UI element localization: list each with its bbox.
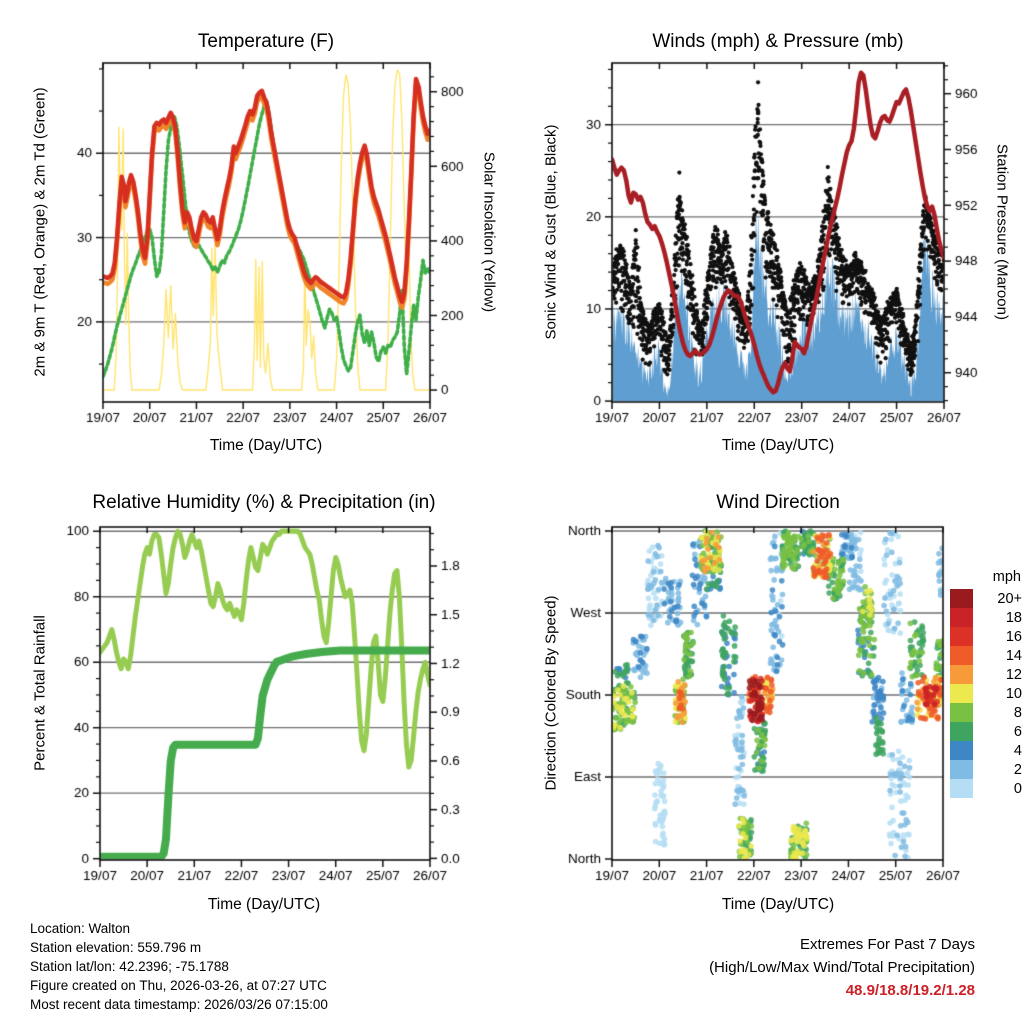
- legend-label: 8: [1013, 704, 1022, 721]
- station-location: Location: Walton: [30, 921, 131, 936]
- legend-label: 4: [1013, 742, 1022, 759]
- legend-label: 12: [1005, 666, 1022, 683]
- humidity-y-axis-label: Percent & Total Rainfall: [31, 615, 49, 771]
- legend-swatch: [950, 665, 973, 684]
- legend-label: 10: [1005, 685, 1022, 702]
- winds-pressure-chart-title: Winds (mph) & Pressure (mb): [652, 31, 904, 52]
- humidity-precip-chart-title: Relative Humidity (%) & Precipitation (in): [92, 492, 436, 513]
- wind-speed-legend: [950, 569, 1022, 798]
- extremes-block: [709, 933, 975, 1002]
- legend-row: [950, 684, 1022, 703]
- wind-direction-x-axis-label: Time (Day/UTC): [721, 896, 835, 913]
- legend-swatch: [950, 646, 973, 665]
- legend-row: [950, 627, 1022, 646]
- legend-title: mph: [992, 569, 1021, 585]
- legend-label: 0: [1013, 780, 1022, 797]
- legend-row: [950, 665, 1022, 684]
- data-timestamp: Most recent data timestamp: 2026/03/26 07:15:00: [30, 997, 328, 1012]
- legend-row: [950, 779, 1022, 798]
- solar-insolation-y-axis-label: Solar Insolation (Yellow): [480, 151, 498, 313]
- station-latlon: Station lat/lon: 42.2396; -75.1788: [30, 959, 229, 974]
- legend-row: [950, 722, 1022, 741]
- legend-swatch: [950, 703, 973, 722]
- extremes-subtitle: (High/Low/Max Wind/Total Precipitation): [709, 959, 975, 976]
- direction-y-axis-label: Direction (Colored By Speed): [542, 595, 560, 791]
- legend-label: 14: [1005, 647, 1022, 664]
- extremes-values: 48.9/18.8/19.2/1.28: [845, 982, 975, 999]
- station-elevation: Station elevation: 559.796 m: [30, 940, 202, 955]
- legend-row: [950, 703, 1022, 722]
- legend-swatch: [950, 779, 973, 798]
- legend-swatch: [950, 608, 973, 627]
- humidity-x-axis-label: Time (Day/UTC): [207, 896, 321, 913]
- temperature-chart-title: Temperature (F): [197, 31, 335, 52]
- legend-swatch: [950, 760, 973, 779]
- wind-gust-y-axis-label: Sonic Wind & Gust (Blue, Black): [542, 124, 560, 340]
- legend-row: [950, 646, 1022, 665]
- extremes-title: Extremes For Past 7 Days: [799, 936, 975, 953]
- legend-swatch: [950, 741, 973, 760]
- temperature-y-axis-label: 2m & 9m T (Red, Orange) & 2m Td (Green): [31, 87, 49, 377]
- legend-swatch: [950, 722, 973, 741]
- wind-direction-chart-title: Wind Direction: [716, 492, 840, 513]
- legend-label: 18: [1005, 609, 1022, 626]
- legend-label: 2: [1013, 761, 1022, 778]
- figure-created: Figure created on Thu, 2026-03-26, at 07:27 UTC: [30, 978, 327, 993]
- legend-row: [950, 589, 1022, 608]
- station-info: [30, 919, 328, 1014]
- legend-row: [950, 760, 1022, 779]
- legend-label: 6: [1013, 723, 1022, 740]
- legend-label: 16: [1005, 628, 1022, 645]
- legend-swatch: [950, 684, 973, 703]
- pressure-y-axis-label: Station Pressure (Maroon): [993, 144, 1011, 320]
- legend-row: [950, 608, 1022, 627]
- legend-row: [950, 741, 1022, 760]
- legend-label: 20+: [997, 590, 1022, 607]
- legend-swatch: [950, 589, 973, 608]
- temperature-x-axis-label: Time (Day/UTC): [209, 437, 323, 454]
- legend-swatch: [950, 627, 973, 646]
- winds-x-axis-label: Time (Day/UTC): [721, 437, 835, 454]
